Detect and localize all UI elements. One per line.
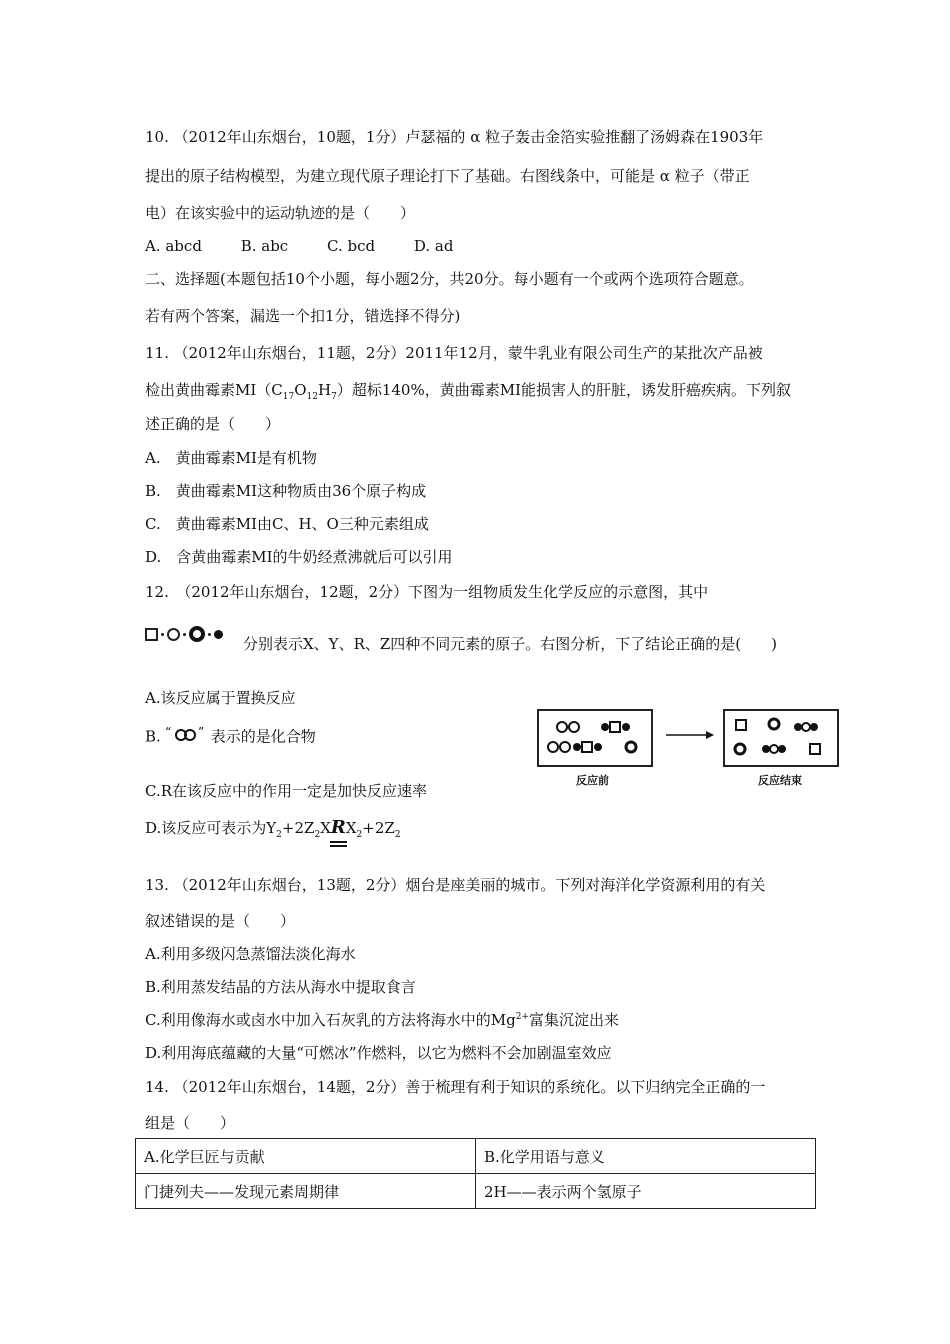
q13-option-c: [145, 1010, 619, 1030]
reaction-diagram: [536, 702, 842, 794]
q12-option-b-post: 表示的是化合物: [210, 727, 316, 746]
q12-d-sub3: 2: [356, 830, 363, 840]
q13-line2: 叙述错误的是（ ）: [145, 912, 296, 930]
q11-option-d: D. 含黄曲霉素MI的牛奶经煮沸就后可以引用: [145, 548, 453, 566]
q10-option-d: D. ad: [413, 237, 454, 255]
q13-option-d: D.利用海底蕴藏的大量“可燃冰”作燃料，以它为燃料不会加剧温室效应: [145, 1044, 612, 1062]
q11-sub2: 12: [306, 392, 318, 402]
q11-line3: 述正确的是（ ）: [145, 415, 281, 433]
q13-option-c-pre: C.利用像海水或卤水中加入石灰乳的方法将海水中的Mg: [145, 1011, 516, 1029]
reaction-before-box: [538, 710, 652, 766]
q11-mid1: O: [294, 381, 307, 399]
q13-option-c-sup: 2+: [515, 1012, 529, 1022]
q10-line2: 提出的原子结构模型，为建立现代原子理论打下了基础。右图线条中，可能是 α 粒子（带正: [145, 167, 750, 185]
q12-option-a: A.该反应属于置换反应: [145, 689, 296, 707]
catalyst-r-symbol: R: [330, 817, 346, 838]
section2-line2: 若有两个答案，漏选一个扣1分，错选择不得分): [145, 307, 461, 325]
q12-option-d-pre: D.该反应可表示为Y: [145, 819, 277, 837]
separator-dot-icon: [161, 633, 164, 636]
q14-table: [135, 1138, 816, 1209]
q12-d-m3: X: [345, 819, 357, 837]
table-cell: 2H——表示两个氢原子: [476, 1174, 816, 1209]
q12-d-m1: +2Z: [281, 819, 315, 837]
q10-option-b: B. abc: [240, 237, 289, 255]
q11-line2-pre: 检出黄曲霉素MI（C: [145, 381, 283, 399]
q11-line2: [145, 380, 791, 400]
table-cell: B.化学用语与意义: [476, 1139, 816, 1174]
q12-option-b-pre: B.: [145, 727, 161, 746]
q12-line1: 12. （2012年山东烟台，12题，2分）下图为一组物质发生化学反应的示意图，其中: [145, 583, 709, 601]
square-atom-icon: [145, 628, 158, 641]
svg-text:“: “: [164, 726, 171, 739]
separator-dot-icon: [208, 633, 211, 636]
q10-line1: 10. （2012年山东烟台，10题，1分）卢瑟福的 α 粒子轰击金箔实验推翻了汤姆森在1903年: [145, 128, 764, 146]
separator-dot-icon: [183, 633, 186, 636]
reaction-after-box: [724, 710, 838, 766]
q10-line3: 电）在该实验中的运动轨迹的是（ ）: [145, 204, 416, 222]
diagram-label-after: 反应结束: [758, 774, 802, 787]
q10-options: [145, 236, 487, 256]
q11-option-b: B. 黄曲霉素MI这种物质由36个原子构成: [145, 482, 427, 500]
table-cell: A.化学巨匠与贡献: [136, 1139, 476, 1174]
q12-option-d: [145, 818, 401, 838]
q13-line1: 13. （2012年山东烟台，13题，2分）烟台是座美丽的城市。下列对海洋化学资源利用的有关: [145, 876, 766, 894]
double-ring-molecule-icon: [163, 726, 209, 749]
q11-mid2: H: [317, 381, 332, 399]
q12-d-m4: +2Z: [362, 819, 395, 837]
q14-line2: 组是（ ）: [145, 1114, 236, 1132]
q12-d-sub1: 2: [276, 830, 282, 840]
q11-line1: 11. （2012年山东烟台，11题，2分）2011年12月，蒙牛乳业有限公司生产的某批次产品被: [145, 344, 763, 362]
q12-d-sub4: 2: [394, 830, 401, 840]
section2-line1: 二、选择题(本题包括10个小题，每小题2分，共20分。每小题有一个或两个选项符合题意。: [145, 270, 754, 288]
q11-line2-post: ）超标140%，黄曲霉素MI能损害人的肝脏，诱发肝癌疾病。下列叙: [336, 381, 791, 399]
filled-atom-icon: [214, 630, 223, 639]
circle-atom-icon: [167, 628, 180, 641]
q12-line2: 分别表示X、Y、R、Z四种不同元素的原子。右图分析，下了结论正确的是( ): [243, 635, 778, 653]
q12-option-b: [145, 726, 316, 749]
q10-option-c: C. bcd: [327, 237, 376, 255]
q12-option-c: C.R在该反应中的作用一定是加快反应速率: [145, 782, 428, 800]
q12-d-m2: X: [320, 819, 331, 837]
table-cell: 门捷列夫——发现元素周期律: [136, 1174, 476, 1209]
q11-option-c: C. 黄曲霉素MI由C、H、O三种元素组成: [145, 515, 429, 533]
table-row: [136, 1139, 816, 1174]
q11-sub1: 17: [282, 392, 295, 402]
table-row: [136, 1174, 816, 1209]
q13-option-c-post: 富集沉淀出来: [528, 1011, 619, 1029]
q13-option-b: B.利用蒸发结晶的方法从海水中提取食言: [145, 978, 416, 996]
diagram-label-before: 反应前: [576, 774, 609, 787]
svg-text:”: ”: [197, 726, 204, 739]
q11-option-a: A. 黄曲霉素MI是有机物: [145, 449, 317, 467]
atom-legend: [145, 623, 223, 645]
q11-sub3: 7: [331, 392, 337, 402]
q13-option-a: A.利用多级闪急蒸馏法淡化海水: [145, 945, 356, 963]
thick-ring-atom-icon: [189, 626, 205, 642]
q12-d-sub2: 2: [314, 830, 321, 840]
q14-line1: 14. （2012年山东烟台，14题，2分）善于梳理有利于知识的系统化。以下归纳完全正确的一: [145, 1078, 766, 1096]
q10-option-a: A. abcd: [145, 237, 202, 255]
